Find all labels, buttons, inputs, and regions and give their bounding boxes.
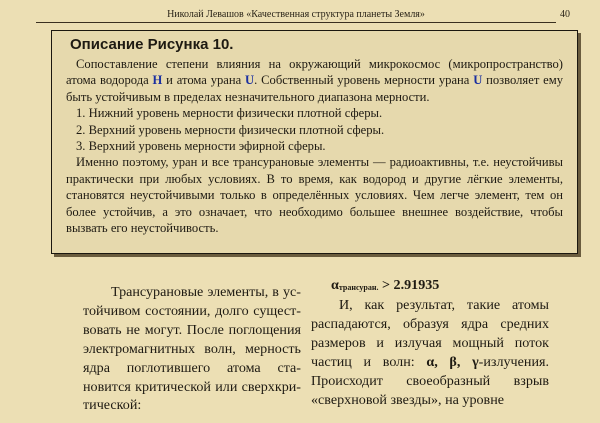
page-number: 40 — [560, 9, 570, 20]
running-header: Николай Левашов «Качественная структура планеты Земля» — [167, 9, 425, 20]
formula-relation: > 2.91935 — [378, 277, 440, 293]
critical-dimension-formula — [331, 277, 549, 296]
intro-text-1: Сопоставление степени влияния на окружающий микрокосмос (микропространство) атома водорода — [66, 57, 563, 88]
list-item: 2. Верхний уровень мерности физически плотной сферы. — [76, 122, 385, 137]
alpha-symbol: α — [331, 277, 339, 293]
header-rule — [36, 22, 556, 23]
formula-subscript: трансуран. — [338, 283, 379, 292]
uranium-symbol: U — [245, 73, 255, 88]
figure-description-body — [66, 35, 563, 236]
figure-intro-paragraph — [66, 56, 563, 105]
intro-text-4: позволяет ему быть устойчивым в пределах незначительного диапазона мерности. — [66, 73, 564, 104]
figure-description-box — [51, 30, 578, 254]
left-column — [83, 283, 301, 415]
right-text-2: -излучения. Происходит своеобразный взрыв «сверхновой звезды», на уровне — [311, 353, 549, 408]
intro-text-3: . Собственный уровень мерности урана — [254, 73, 474, 88]
list-item: 1. Нижний уровень мерности физически плотной сферы. — [76, 106, 383, 121]
hydrogen-symbol: H — [152, 73, 163, 88]
intro-text-2: и атома урана — [162, 73, 246, 88]
figure-description-title: Описание Рисунка 10. — [70, 36, 234, 53]
radiation-types: α, β, γ — [426, 353, 479, 370]
list-item: 3. Верхний уровень мерности эфирной сферы. — [76, 139, 326, 154]
uranium-symbol: U — [473, 73, 483, 88]
right-paragraph — [311, 296, 549, 409]
right-column — [311, 277, 549, 409]
right-text-1: И, как результат, такие атомы распадаются, образуя ядра средних размеров и излучая мощный поток частиц и волн: — [311, 297, 549, 370]
figure-closing-paragraph: Именно поэтому, уран и все трансурановые элементы — радиоактивны, т.е. неустойчивы практически при любых условиях. В то время, как водород и другие лёгкие элементы, становятся неустойчивыми только в определённых условиях. Чем легче элемент, тем он более устойчив, а это означает, что необходимо большее внешнее воздействие, чтобы вызвать его неустойчивость. — [66, 155, 563, 236]
left-paragraph: Трансурановые элементы, в устойчивом состоянии, долго существовать не могут. После поглощения электромагнитных волн, мерность ядра поглотившего атома становится критической или сверхкритической: — [83, 284, 301, 414]
